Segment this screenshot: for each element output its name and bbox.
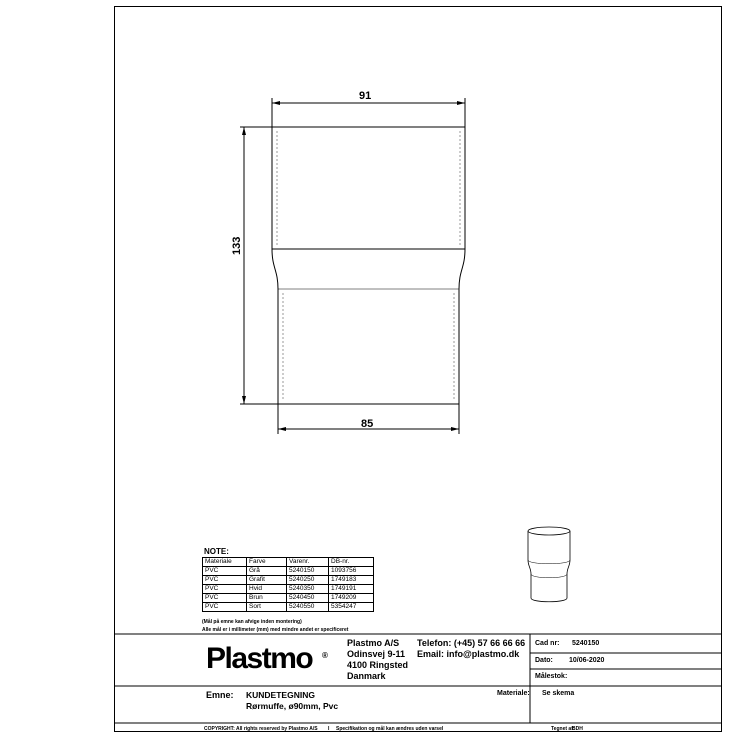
spec-table (202, 557, 374, 612)
company-email: Email: info@plastmo.dk (417, 649, 520, 659)
table-cell: 5240250 (287, 576, 329, 585)
dim-label-bottom-width: 85 (361, 418, 374, 430)
table-header: DB-nr. (329, 558, 374, 567)
plastmo-logo: Plastmo (206, 642, 313, 675)
table-cell: PVC (203, 594, 247, 603)
date-value: 10/06-2020 (569, 657, 605, 664)
footer-copyright: COPYRIGHT: All rights reserved by Plastmo A/S (204, 726, 318, 732)
date-label: Dato: (535, 657, 553, 664)
table-cell: 1749183 (329, 576, 374, 585)
disclaimer-tolerance: (Mål på emne kan afvige inden montering) (202, 619, 302, 625)
arrow-height-bottom (242, 396, 246, 404)
table-cell: 5240350 (287, 585, 329, 594)
company-city: 4100 Ringsted (347, 660, 409, 670)
table-cell: 5354247 (329, 603, 374, 612)
material-value: Se skema (542, 690, 575, 697)
table-row (203, 585, 374, 594)
arrow-bottom-left (278, 427, 286, 431)
table-cell: 5240550 (287, 603, 329, 612)
subject-type: KUNDETEGNING (246, 690, 315, 700)
table-cell: 5240150 (287, 567, 329, 576)
cad-value: 5240150 (572, 640, 600, 647)
table-cell: PVC (203, 567, 247, 576)
company-country: Danmark (347, 671, 386, 681)
arrow-height-top (242, 127, 246, 135)
table-cell: Sort (247, 603, 287, 612)
drawn-label: Tegnet af: (551, 726, 575, 732)
subject-description: Rørmuffe, ø90mm, Pvc (246, 701, 339, 711)
arrow-top-left (272, 101, 280, 105)
table-row (203, 576, 374, 585)
company-street: Odinsvej 9-11 (347, 649, 406, 659)
sleeve-3d-thumbnail (528, 527, 570, 602)
table-cell: PVC (203, 585, 247, 594)
table-row (203, 567, 374, 576)
dim-label-top-width: 91 (359, 90, 372, 102)
table-cell: 5240450 (287, 594, 329, 603)
table-cell: 1749209 (329, 594, 374, 603)
arrow-top-right (457, 101, 465, 105)
table-cell: Brun (247, 594, 287, 603)
arrow-bottom-right (451, 427, 459, 431)
table-cell: PVC (203, 603, 247, 612)
table-cell: 1093756 (329, 567, 374, 576)
subject-label: Emne: (206, 690, 234, 700)
table-cell: PVC (203, 576, 247, 585)
footer-separator: I (328, 726, 330, 732)
disclaimer-units: Alle mål er i millimeter (mm) med mindre andet er specificeret (202, 627, 349, 633)
table-cell: Grafit (247, 576, 287, 585)
company-name: Plastmo A/S (347, 638, 400, 648)
table-cell: Grå (247, 567, 287, 576)
footer-notice: Specifikation og mål kan ændres uden varsel (336, 726, 444, 732)
table-cell: 1749191 (329, 585, 374, 594)
registered-mark: ® (322, 651, 328, 660)
table-row (203, 603, 374, 612)
table-row (203, 594, 374, 603)
table-header-row (203, 558, 374, 567)
drawn-value: BDH (572, 726, 583, 732)
dim-label-height: 133 (231, 236, 243, 255)
sleeve-outline (272, 127, 465, 404)
company-phone: Telefon: (+45) 57 66 66 66 (417, 638, 526, 648)
table-header: Materiale (203, 558, 247, 567)
scale-label: Målestok: (535, 673, 568, 680)
material-label: Materiale: (497, 690, 530, 697)
cad-label: Cad nr: (535, 640, 560, 647)
table-header: Farve (247, 558, 287, 567)
note-title: NOTE: (204, 547, 229, 556)
table-cell: Hvid (247, 585, 287, 594)
table-header: Varenr. (287, 558, 329, 567)
